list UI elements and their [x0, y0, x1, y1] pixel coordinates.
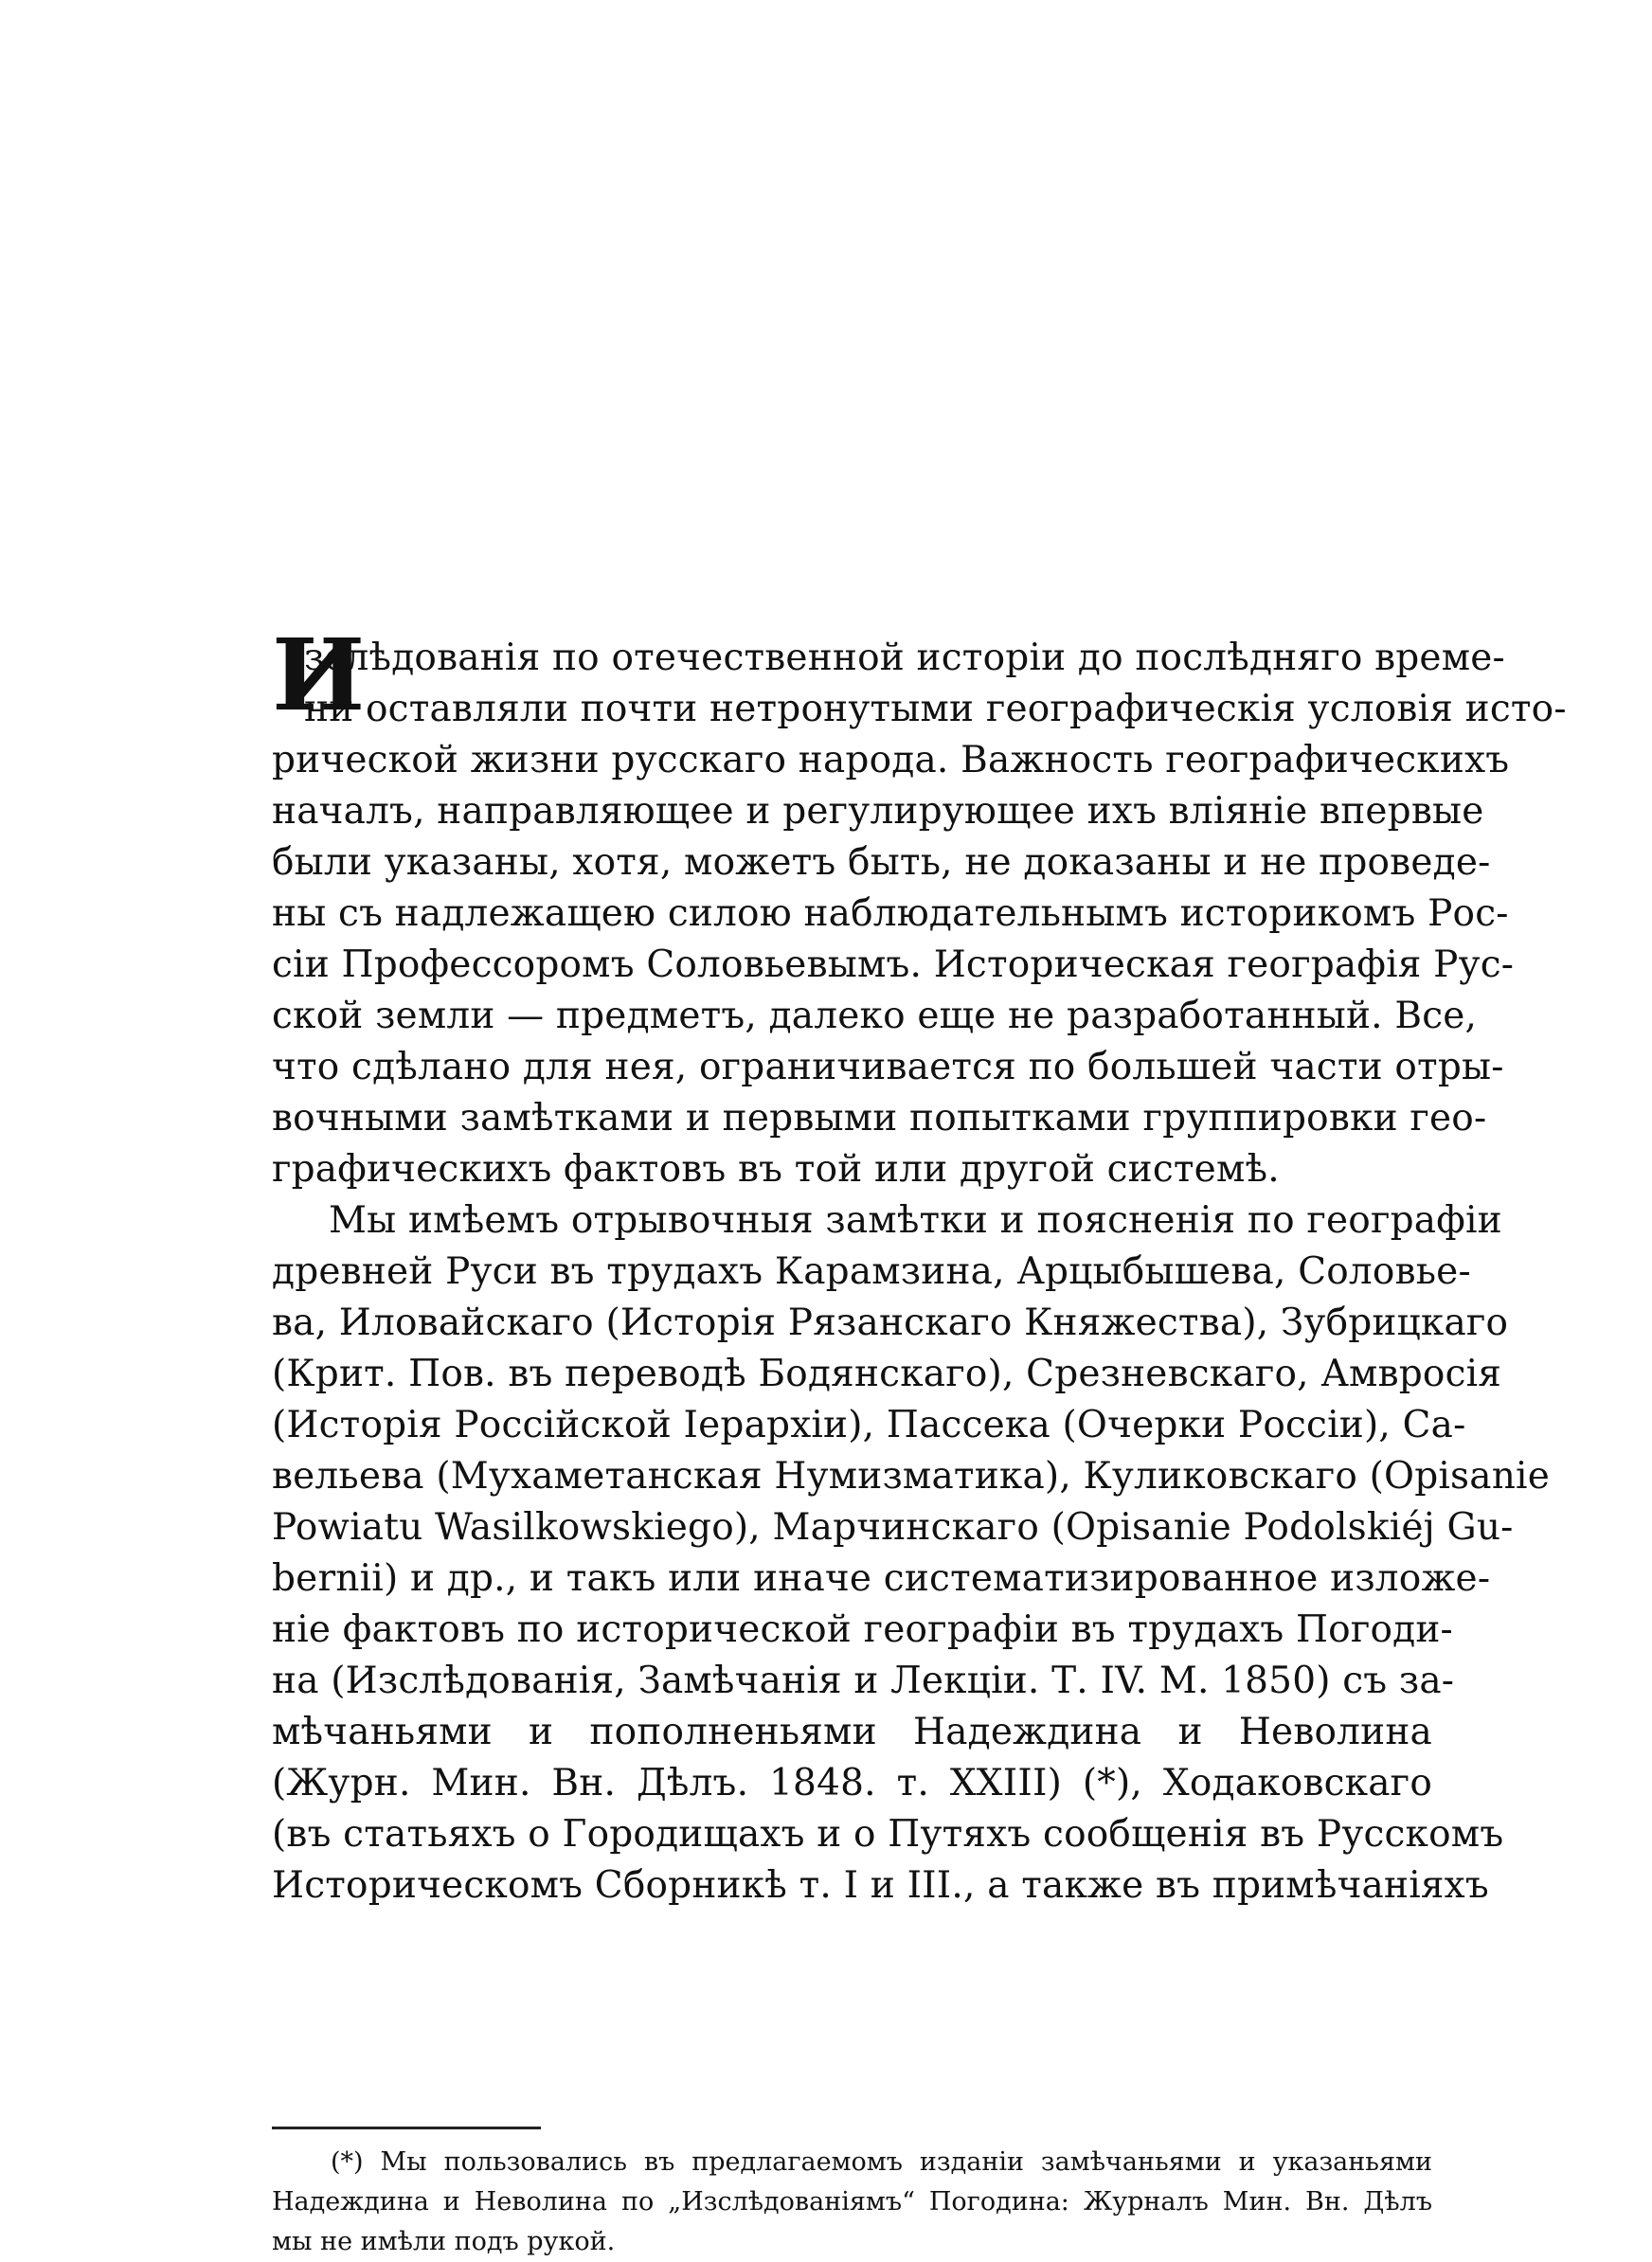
- text-line: на (Изслѣдованія, Замѣчанія и Лекціи. Т. IV. М. 1850) съ за-: [272, 1660, 1455, 1702]
- text-line: были указаны, хотя, можетъ быть, не доказаны и не проведе-: [272, 841, 1491, 884]
- text-line: ни оставляли почти нетронутыми географическія условія исто-: [304, 688, 1567, 730]
- text-line: началъ, направляющее и регулирующее ихъ вліяніе впервые: [272, 790, 1484, 833]
- text-line: ва, Иловайскаго (Исторія Рязанскаго Княжества), Зубрицкаго: [272, 1302, 1509, 1344]
- text-line: древней Руси въ трудахъ Карамзина, Арцыбышева, Соловье-: [272, 1250, 1471, 1293]
- text-line: что сдѣлано для нея, ограничивается по большей части отры-: [272, 1046, 1504, 1088]
- text-line: рической жизни русскаго народа. Важность географическихъ: [272, 739, 1510, 781]
- text-line: вельева (Мухаметанская Нумизматика), Куликовскаго (Opisanie: [272, 1455, 1550, 1498]
- text-line: (въ статьяхъ о Городищахъ и о Путяхъ сообщенія въ Русскомъ: [272, 1813, 1504, 1856]
- footnote-line: мы не имѣли подъ рукой.: [272, 2227, 616, 2256]
- text-line: ніе фактовъ по исторической географіи въ трудахъ Погоди-: [272, 1608, 1453, 1651]
- text-line: (Исторія Россійской Іерархіи), Пассека (Очерки Россіи), Са-: [272, 1404, 1466, 1446]
- text-line: ны съ надлежащею силою наблюдательнымъ историкомъ Рос-: [272, 892, 1509, 935]
- text-line: Историческомъ Сборникѣ т. I и III., а также въ примѣчаніяхъ: [272, 1864, 1489, 1907]
- text-line: ской земли — предметъ, далеко еще не разработанный. Все,: [272, 995, 1478, 1037]
- text-line: графическихъ фактовъ въ той или другой системѣ.: [272, 1148, 1280, 1191]
- footnote-divider: [272, 2127, 541, 2129]
- footnote: [272, 2143, 1432, 2262]
- main-text: [272, 617, 1567, 1912]
- text-line: зслѣдованія по отечественной исторіи до послѣдняго време-: [304, 637, 1505, 679]
- footnote-line: Надеждина и Неволина по „Изслѣдованіямъ“ Погодина: Журналъ Мин. Вн. Дѣлъ: [272, 2187, 1432, 2217]
- text-line: Powiatu Wasilkowskiego), Марчинскаго (Opisanie Podolskiéj Gu-: [272, 1506, 1514, 1549]
- text-line: (Крит. Пов. въ переводѣ Бодянскаго), Срезневскаго, Амвросія: [272, 1353, 1502, 1395]
- text-line: bernii) и др., и такъ или иначе систематизированное изложе-: [272, 1557, 1491, 1600]
- text-line: (Журн. Мин. Вн. Дѣлъ. 1848. т. XXIII) (*), Ходаковскаго: [272, 1762, 1432, 1804]
- drop-cap-initial: И: [272, 617, 366, 733]
- text-line: Мы имѣемъ отрывочныя замѣтки и поясненія по географіи: [329, 1199, 1502, 1242]
- text-line: вочными замѣтками и первыми попытками группировки гео-: [272, 1097, 1487, 1140]
- footnote-line: (*) Мы пользовались въ предлагаемомъ изданіи замѣчаньями и указаньями: [331, 2147, 1432, 2177]
- text-line: сіи Профессоромъ Соловьевымъ. Историческая географія Рус-: [272, 943, 1515, 986]
- text-line: мѣчаньями и пополненьями Надеждина и Неволина: [272, 1711, 1432, 1753]
